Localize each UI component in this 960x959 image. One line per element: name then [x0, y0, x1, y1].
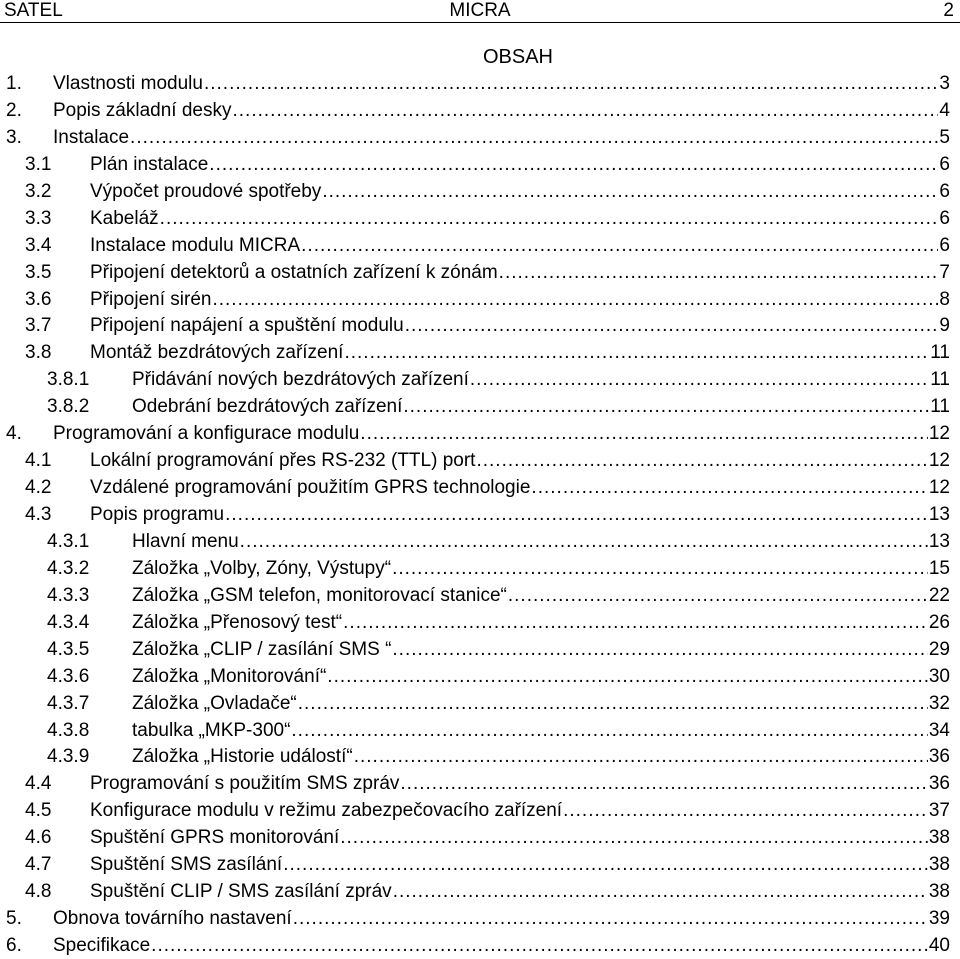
toc-entry-page: 38	[928, 854, 950, 876]
toc-entry-number: 4.2	[25, 477, 52, 499]
toc-entry-number: 3.3	[25, 207, 52, 229]
toc-entry-page: 6	[939, 207, 950, 229]
toc-entry[interactable]	[0, 366, 960, 393]
toc-entry-page: 32	[928, 692, 950, 714]
toc-title: OBSAH	[482, 46, 554, 68]
toc-entry-line	[53, 127, 950, 149]
toc-entry-label[interactable]: Odebrání bezdrátových zařízení	[132, 396, 403, 418]
toc-leader-dots	[298, 693, 928, 715]
toc-entry-label[interactable]: Vlastnosti modulu	[53, 73, 203, 94]
page-title	[0, 44, 960, 70]
toc-entry-page: 12	[928, 423, 950, 445]
toc-entry-line	[53, 423, 950, 445]
toc-entry-line	[90, 315, 950, 337]
toc-entry-page: 11	[930, 369, 950, 391]
toc-entry-line	[90, 235, 950, 257]
toc-leader-dots	[291, 720, 927, 742]
toc-leader-dots	[476, 450, 927, 472]
toc-leader-dots	[508, 585, 928, 607]
toc-entry-page: 3	[939, 73, 950, 94]
toc-entry[interactable]	[0, 555, 960, 582]
toc-entry[interactable]	[0, 205, 960, 232]
toc-leader-dots	[499, 262, 939, 284]
toc-entry-number: 3.8.2	[47, 396, 90, 418]
toc-entry[interactable]	[0, 582, 960, 609]
toc-entry[interactable]	[0, 124, 960, 151]
toc-entry-page: 6	[939, 234, 950, 256]
toc-entry-page: 15	[928, 557, 950, 579]
toc-entry-number: 1.	[6, 73, 22, 94]
toc-entry[interactable]	[0, 97, 960, 124]
toc-entry[interactable]	[0, 232, 960, 259]
toc-entry-line	[132, 585, 950, 607]
toc-entry-page: 36	[928, 746, 950, 768]
toc-entry-number: 4.3.2	[47, 557, 90, 579]
toc-entry-page: 26	[928, 611, 950, 633]
toc-entry-page: 40	[928, 935, 950, 956]
toc-leader-dots	[327, 666, 928, 688]
toc-entry[interactable]	[0, 474, 960, 501]
toc-entry[interactable]	[0, 339, 960, 366]
toc-leader-dots	[403, 396, 929, 418]
toc-entry-line	[90, 773, 950, 795]
toc-leader-dots	[563, 800, 928, 822]
toc-entry-label[interactable]: Připojení detektorů a ostatních zařízení k zónám	[90, 261, 498, 283]
toc-entry-line	[90, 450, 950, 472]
toc-entry-line	[132, 396, 950, 418]
toc-entry-line	[90, 154, 950, 176]
toc-leader-dots	[470, 369, 929, 391]
toc-entry-number: 3.	[6, 126, 22, 148]
toc-entry[interactable]	[0, 797, 960, 824]
toc-entry-line	[53, 908, 950, 930]
toc-entry-label[interactable]: Výpočet proudové spotřeby	[90, 180, 322, 202]
toc-entry-page: 9	[939, 315, 950, 337]
toc-entry-label[interactable]: Záložka „GSM telefon, monitorovací stanice“	[132, 584, 507, 606]
toc-entry-number: 3.1	[25, 153, 52, 175]
toc-entry[interactable]	[0, 690, 960, 717]
toc-entry-label[interactable]: Popis základní desky	[53, 99, 232, 121]
toc-entry[interactable]	[0, 528, 960, 555]
toc-entry-number: 4.3.6	[47, 665, 90, 687]
toc-leader-dots	[360, 423, 928, 445]
toc-entry-page: 11	[930, 396, 950, 418]
toc-entry-number: 4.7	[25, 854, 52, 876]
toc-entry-number: 4.3.7	[47, 692, 90, 714]
toc-entry[interactable]	[0, 447, 960, 474]
toc-entry-line	[132, 369, 950, 391]
toc-leader-dots	[212, 289, 938, 311]
toc-entry-line	[90, 881, 950, 903]
toc-leader-dots	[392, 639, 927, 661]
toc-entry-line	[53, 73, 950, 95]
toc-entry[interactable]	[0, 420, 960, 447]
toc-entry-number: 3.4	[25, 234, 52, 256]
toc-entry-label[interactable]: Záložka „Přenosový test“	[132, 611, 343, 633]
toc-entry-page: 6	[939, 180, 950, 202]
toc-entry-number: 4.1	[25, 450, 52, 472]
toc-entry-line	[132, 693, 950, 715]
toc-entry[interactable]	[0, 824, 960, 851]
toc-leader-dots	[233, 100, 939, 122]
toc-entry-number: 3.2	[25, 180, 52, 202]
toc-entry[interactable]	[0, 932, 960, 959]
toc-leader-dots	[322, 181, 938, 203]
toc-leader-dots	[151, 935, 928, 957]
toc-entry-number: 4.5	[25, 800, 52, 822]
toc-leader-dots	[400, 773, 927, 795]
toc-entry-number: 2.	[6, 99, 22, 121]
toc-leader-dots	[343, 612, 928, 634]
toc-entry-label[interactable]: Přidávání nových bezdrátových zařízení	[132, 369, 469, 391]
toc-entry-label[interactable]: Obnova továrního nastavení	[53, 908, 292, 930]
toc-entry-line	[53, 100, 950, 122]
toc-entry-number: 3.6	[25, 288, 52, 310]
toc-entry[interactable]	[0, 878, 960, 905]
toc-entry-line	[132, 612, 950, 634]
toc-entry[interactable]	[0, 609, 960, 636]
toc-entry-label[interactable]: Instalace modulu MICRA	[90, 234, 301, 256]
toc-leader-dots	[301, 235, 938, 257]
toc-entry-line	[90, 342, 950, 364]
header-product-name: MICRA	[449, 0, 511, 21]
toc-leader-dots	[392, 558, 928, 580]
toc-entry-label[interactable]: Kabeláž	[90, 207, 159, 229]
toc-entry-number: 4.3.3	[47, 584, 90, 606]
toc-entry[interactable]	[0, 770, 960, 797]
toc-entry[interactable]	[0, 851, 960, 878]
toc-entry-label[interactable]: Programování a konfigurace modulu	[53, 423, 360, 445]
toc-entry-number: 4.4	[25, 773, 52, 795]
toc-entry-line	[132, 746, 950, 768]
toc-entry-label[interactable]: tabulka „MKP-300“	[132, 719, 291, 741]
toc-leader-dots	[160, 208, 939, 230]
toc-entry-label[interactable]: Montáž bezdrátových zařízení	[90, 342, 344, 364]
toc-entry-label[interactable]: Spuštění SMS zasílání	[90, 854, 283, 876]
toc-entry-line	[132, 720, 950, 742]
toc-entry-number: 3.7	[25, 315, 52, 337]
toc-entry-number: 4.	[6, 423, 22, 445]
toc-entry-page: 11	[930, 342, 950, 364]
toc-entry-number: 4.3.9	[47, 746, 90, 768]
toc-entry-line	[90, 181, 950, 203]
toc-entry-page: 13	[928, 530, 950, 552]
toc-leader-dots	[240, 531, 928, 553]
toc-entry-page: 29	[928, 638, 950, 660]
toc-entry-page: 37	[928, 800, 950, 822]
toc-leader-dots	[531, 477, 927, 499]
toc-leader-dots	[340, 827, 928, 849]
toc-entry-page: 38	[928, 881, 950, 903]
toc-entry-line	[90, 827, 950, 849]
toc-entry-number: 4.8	[25, 881, 52, 903]
toc-entry-page: 30	[928, 665, 950, 687]
toc-entry-label[interactable]: Plán instalace	[90, 153, 209, 175]
toc-entry-label[interactable]: Hlavní menu	[132, 530, 239, 552]
toc-entry-line	[90, 262, 950, 284]
toc-entry-number: 4.3.4	[47, 611, 90, 633]
toc-leader-dots	[209, 154, 938, 176]
toc-entry-line	[90, 477, 950, 499]
toc-entry-line	[132, 666, 950, 688]
toc-leader-dots	[393, 881, 928, 903]
toc-entry-number: 3.8.1	[47, 369, 90, 391]
toc-entry[interactable]	[0, 663, 960, 690]
toc-entry-line	[53, 935, 950, 957]
toc-entry-label[interactable]: Záložka „Monitorování“	[132, 665, 327, 687]
toc-entry-page: 4	[939, 99, 950, 121]
toc-entry-number: 3.8	[25, 342, 52, 364]
header-page-number: 2	[943, 0, 954, 21]
toc-entry-label[interactable]: Vzdálené programování použitím GPRS technologie	[90, 477, 531, 499]
toc-entry-number: 4.3	[25, 504, 52, 525]
toc-entry-line	[90, 854, 950, 876]
toc-entry-label[interactable]: Konfigurace modulu v režimu zabezpečovacího zařízení	[90, 800, 563, 822]
toc-entry-page: 13	[928, 504, 950, 525]
toc-entry-page: 6	[939, 153, 950, 175]
toc-entry-label[interactable]: Připojení napájení a spuštění modulu	[90, 315, 404, 337]
toc-entry-number: 6.	[6, 935, 22, 956]
toc-entry-number: 4.3.1	[47, 530, 90, 552]
toc-entry-page: 22	[928, 584, 950, 606]
toc-entry-page: 39	[928, 908, 950, 930]
toc-entry-line	[90, 800, 950, 822]
toc-entry[interactable]	[0, 286, 960, 313]
toc-entry-number: 5.	[6, 908, 22, 930]
toc-entry[interactable]	[0, 259, 960, 286]
toc-entry-page: 36	[928, 773, 950, 795]
toc-entry-page: 8	[939, 288, 950, 310]
table-of-contents	[0, 70, 960, 959]
toc-entry-page: 12	[928, 477, 950, 499]
toc-leader-dots	[344, 342, 929, 364]
toc-entry-label[interactable]: Popis programu	[90, 504, 225, 525]
toc-entry-line	[90, 208, 950, 230]
toc-entry[interactable]	[0, 312, 960, 339]
toc-entry-number: 4.6	[25, 827, 52, 849]
toc-entry-label[interactable]: Instalace	[53, 126, 130, 148]
toc-leader-dots	[293, 908, 928, 930]
page-header	[0, 0, 960, 23]
toc-entry-label[interactable]: Spuštění GPRS monitorování	[90, 827, 340, 849]
toc-entry-label[interactable]: Připojení sirén	[90, 288, 212, 310]
toc-entry-line	[132, 531, 950, 553]
toc-entry-line	[132, 558, 950, 580]
toc-entry-label[interactable]: Záložka „CLIP / zasílání SMS “	[132, 638, 392, 660]
toc-leader-dots	[283, 854, 928, 876]
toc-entry-page: 34	[928, 719, 950, 741]
toc-entry-label[interactable]: Programování s použitím SMS zpráv	[90, 773, 400, 795]
toc-entry-page: 12	[928, 450, 950, 472]
toc-entry[interactable]	[0, 636, 960, 663]
toc-entry[interactable]	[0, 717, 960, 744]
toc-entry-number: 3.5	[25, 261, 52, 283]
toc-entry-label[interactable]: Záložka „Volby, Zóny, Výstupy“	[132, 557, 392, 579]
toc-entry-line	[90, 289, 950, 311]
toc-entry-page: 7	[939, 261, 950, 283]
toc-entry[interactable]	[0, 743, 960, 770]
toc-leader-dots	[225, 504, 928, 526]
toc-entry-label[interactable]: Lokální programování přes RS-232 (TTL) port	[90, 450, 476, 472]
toc-entry-line	[132, 639, 950, 661]
toc-entry-number: 4.3.8	[47, 719, 90, 741]
toc-leader-dots	[354, 746, 928, 768]
toc-entry-page: 5	[939, 126, 950, 148]
toc-entry[interactable]	[0, 501, 960, 528]
toc-entry-page: 38	[928, 827, 950, 849]
toc-entry-label[interactable]: Záložka „Historie událostí“	[132, 746, 353, 768]
toc-entry[interactable]	[0, 178, 960, 205]
toc-entry-line	[90, 504, 950, 526]
toc-entry-label[interactable]: Specifikace	[53, 935, 151, 956]
toc-entry[interactable]	[0, 151, 960, 178]
toc-entry[interactable]	[0, 70, 960, 97]
header-company-name: SATEL	[4, 0, 63, 21]
toc-entry[interactable]	[0, 393, 960, 420]
toc-leader-dots	[405, 315, 939, 337]
toc-leader-dots	[130, 127, 938, 149]
toc-entry-number: 4.3.5	[47, 638, 90, 660]
toc-entry-label[interactable]: Spuštění CLIP / SMS zasílání zpráv	[90, 881, 392, 903]
toc-entry[interactable]	[0, 905, 960, 932]
toc-leader-dots	[204, 73, 938, 95]
toc-entry-label[interactable]: Záložka „Ovladače“	[132, 692, 297, 714]
